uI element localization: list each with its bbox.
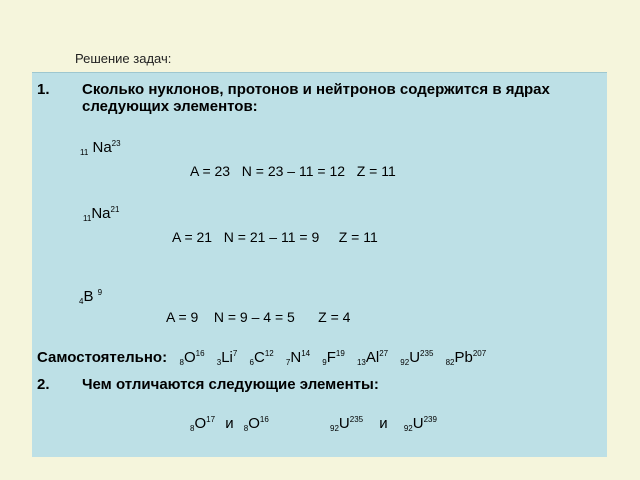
task1-question xyxy=(82,81,550,115)
atomic-number: 11 xyxy=(80,148,89,157)
nuclide-n14: $_7N^{14}$ xyxy=(285,349,311,367)
pair-oxygen: $_8O^{17}$ и $_8O^{16}$ xyxy=(190,415,269,433)
element-symbol: Na xyxy=(91,205,111,222)
atomic-number: 4 xyxy=(79,297,84,306)
task1-number: 1. xyxy=(37,81,50,98)
pair-uranium: $_{92}U^{235}$ и $_{92}U^{239}$ xyxy=(330,415,437,433)
nuclide-li7: $_3Li^7$ xyxy=(216,349,238,367)
mass-number: 23 xyxy=(111,139,121,148)
independent-elements xyxy=(180,349,487,366)
conjunction: и xyxy=(379,415,388,432)
nuclide-u235: $_{92}U^{235}$ xyxy=(400,349,434,367)
task1-question-line1: Сколько нуклонов, протонов и нейтронов содержится в ядрах xyxy=(82,81,550,98)
nuclide-c12: $_6C^{12}$ xyxy=(249,349,274,367)
element-symbol: Na xyxy=(92,139,112,156)
slide-title: Решение задач: xyxy=(75,51,172,66)
task2-number: 2. xyxy=(37,376,50,393)
nuclide-na21 xyxy=(83,205,119,223)
independent-label: Самостоятельно: xyxy=(37,349,168,366)
task1-question-line2: следующих элементов: xyxy=(82,98,258,115)
conjunction: и xyxy=(225,415,234,432)
nuclide-b9 xyxy=(79,288,102,306)
nuclide-f19: $_9F^{19}$ xyxy=(322,349,345,367)
mass-number: 21 xyxy=(110,205,120,214)
mass-number: 9 xyxy=(97,288,103,297)
nuclide-pb207: $_{82}Pb^{207}$ xyxy=(445,349,487,367)
solution-na23: A = 23 N = 23 – 11 = 12 Z = 11 xyxy=(190,163,396,179)
nuclide-o16: $_8O^{16}$ xyxy=(179,349,205,367)
solution-b9: A = 9 N = 9 – 4 = 5 Z = 4 xyxy=(166,309,351,325)
content-panel xyxy=(32,72,607,457)
independent-row xyxy=(37,349,486,367)
element-symbol: B xyxy=(83,288,94,305)
nuclide-na23 xyxy=(80,139,121,157)
solution-na21: A = 21 N = 21 – 11 = 9 Z = 11 xyxy=(172,229,378,245)
nuclide-al27: $_{13}Al^{27}$ xyxy=(356,349,389,367)
task2-question: Чем отличаются следующие элементы: xyxy=(82,376,379,393)
atomic-number: 11 xyxy=(83,214,92,223)
